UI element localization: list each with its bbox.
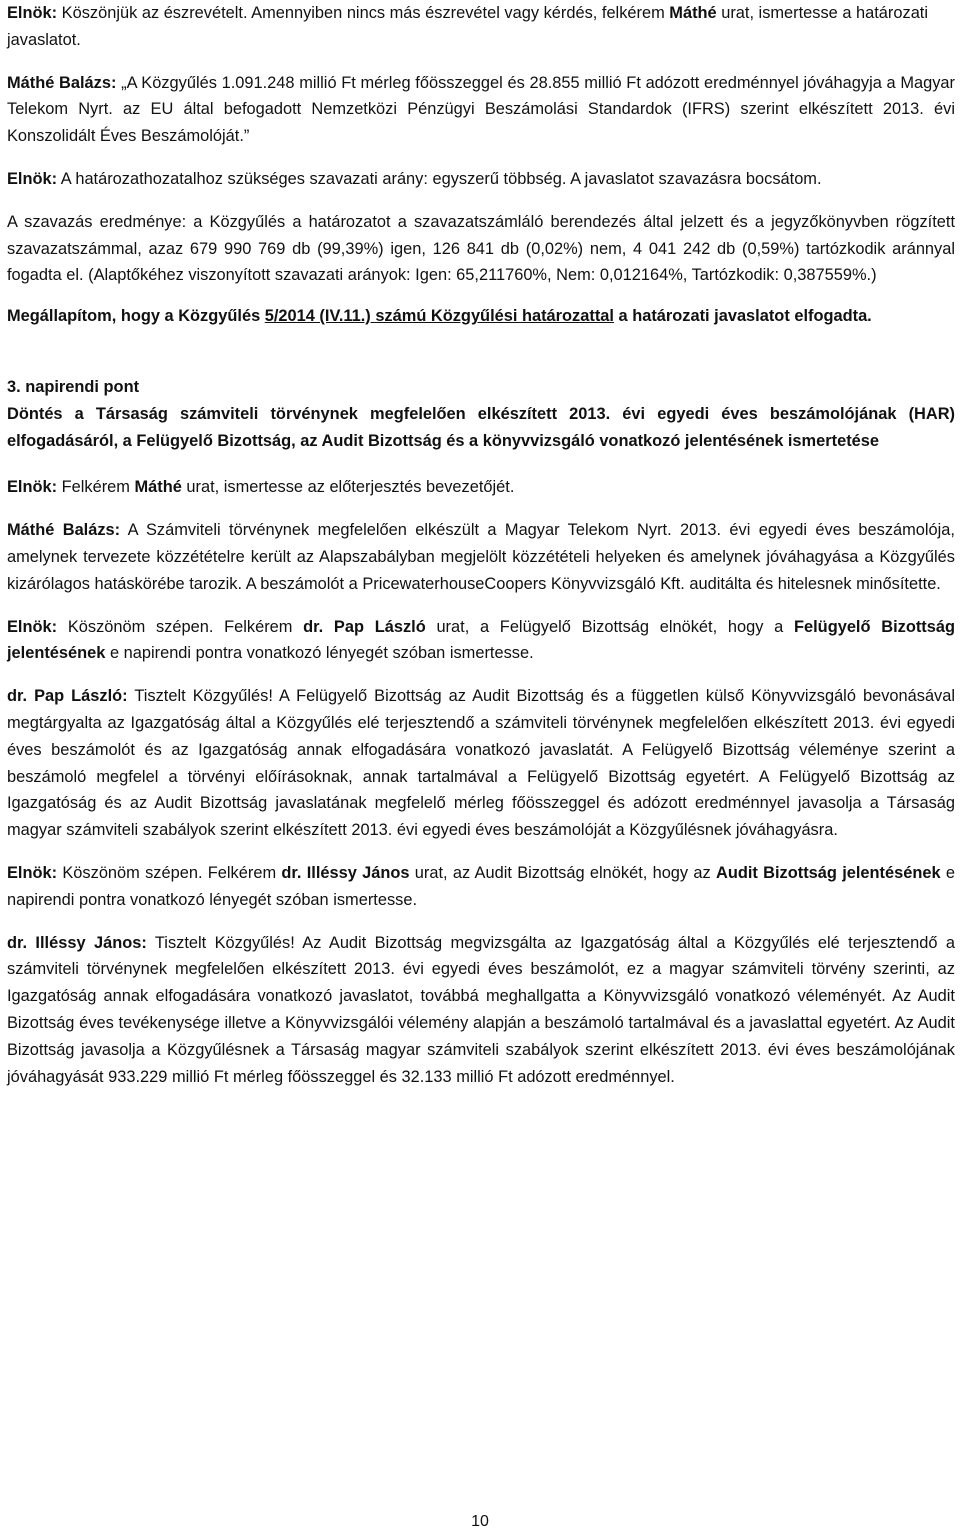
paragraph-vote-result [7,209,955,289]
person-name: dr. Pap László [303,617,426,636]
report-name: Audit Bizottság jelentésének [716,863,941,882]
paragraph-text: Felkérem [57,478,135,497]
paragraph-text: A határozathozatalhoz szükséges szavazati arány: egyszerű többség. A javaslatot szavazásra bocsátom. [57,169,822,188]
agenda-section [7,374,955,454]
agenda-item-number: 3. napirendi pont [7,377,140,396]
resolution-number: 5/2014 (IV.11.) számú Közgyűlési határozattal [264,307,614,326]
paragraph-chair-request [7,474,955,501]
speaker-label: dr. Pap László: [7,687,128,706]
page-number: 10 [471,1513,489,1530]
paragraph-pap-report [7,683,955,844]
paragraph-text: urat, ismertesse a határozati javaslatot. [7,4,929,49]
paragraph-resolution-adopted [7,303,955,330]
paragraph-resolution-proposal [7,70,955,150]
paragraph-mathe-intro [7,517,955,597]
agenda-item-title: Döntés a Társaság számviteli törvénynek megfelelően elkészített 2013. évi egyedi éves beszámolójának (HAR) elfogadásáról, a Felügyelő Bizottság, az Audit Bizottság és a könyvvizsgáló vonatkozó jelentésének ismertetése [7,404,955,450]
paragraph-chair-thanks [7,0,955,54]
speaker-label: Elnök: [7,478,58,497]
paragraph-text: Tisztelt Közgyűlés! Az Audit Bizottság megvizsgálta az Igazgatóság által a Közgyűlés elé terjesztendő a számviteli törvénynek megfelelően elkészített 2013. évi egyedi éves beszámolót, ez a magyar számviteli törvény szerinti, az Igazgatóság annak elfogadására vonatkozó javaslatot, továbbá meghallgatta a Könyvvizsgáló vonatkozó véleményét. Az Audit Bizottság éves tevékenysége illetve a Könyvvizsgálói vélemény alapján a beszámoló tartalmával és a javaslattal egyetért. Az Audit Bizottság javasolja a Közgyűlésnek a Társaság magyar számviteli szabályok szerint elkészített 2013. évi éves beszámolójának jóváhagyását 933.229 millió Ft mérleg főösszeggel és 32.133 millió Ft adózott eredménnyel. [7,933,955,1086]
paragraph-illessy-report [7,930,955,1091]
paragraph-text: urat, az Audit Bizottság elnökét, hogy az [409,863,716,882]
person-name: dr. Illéssy János [281,863,410,882]
paragraph-text: Megállapítom, hogy a Közgyűlés [7,307,265,326]
paragraph-text: A Számviteli törvénynek megfelelően elkészült a Magyar Telekom Nyrt. 2013. évi egyedi éves beszámolója, amelynek tervezete közzétételre került az Alapszabályban megjelölt közzétételi helyeken és amelynek jóváhagyása a Közgyűlés kizárólagos hatáskörébe tarozik. A beszámolót a PricewaterhouseCoopers Könyvvizsgáló Kft. auditálta és hitelesnek minősítette. [7,521,955,593]
speaker-label: Elnök: [7,169,58,188]
paragraph-chair-audit [7,860,955,914]
speaker-label: Máthé Balázs: [7,73,117,92]
paragraph-text: e napirendi pontra vonatkozó lényegét szóban ismertesse. [105,644,534,663]
paragraph-text: Köszönöm szépen. Felkérem [57,863,282,882]
speaker-label: dr. Illéssy János: [7,933,147,952]
speaker-label: Elnök: [7,863,58,882]
paragraph-text: e napirendi pontra vonatkozó lényegét szóban ismertesse. [7,863,956,909]
paragraph-text: A szavazás eredménye: a Közgyűlés a határozatot a szavazatszámláló berendezés által jelzett és a jegyzőkönyvben rögzített szavazatszámmal, azaz 679 990 769 db (99,39%) igen, 126 841 db (0,02%) nem, 4 041 242 db (0,59%) tartózkodik aránnyal fogadta el. (Alaptőkéhez viszonyított szavazati arányok: Igen: 65,211760%, Nem: 0,012164%, Tartózkodik: 0,387559%.) [7,212,955,285]
speaker-label: Elnök: [7,4,58,22]
paragraph-text: „A Közgyűlés 1.091.248 millió Ft mérleg főösszeggel és 28.855 millió Ft adózott eredménnyel jóváhagyja a Magyar Telekom Nyrt. az EU által befogadott Nemzetközi Pénzügyi Beszámolási Standardok (IFRS) szerint elkészített 2013. évi Konszolidált Éves Beszámolóját.” [7,73,955,146]
person-name: Máthé [134,478,182,497]
paragraph-majority [7,166,955,193]
paragraph-chair-supervisory [7,614,955,668]
paragraph-text: urat, a Felügyelő Bizottság elnökét, hogy a [425,617,794,636]
paragraph-text: Köszönjük az észrevételt. Amennyiben nincs más észrevétel vagy kérdés, felkérem [57,4,670,22]
paragraph-text: urat, ismertesse az előterjesztés bevezetőjét. [181,478,515,497]
paragraph-text: Tisztelt Közgyűlés! A Felügyelő Bizottság az Audit Bizottság és a független külső Könyvvizsgáló bevonásával megtárgyalta az Igazgatóság által a Közgyűlés elé terjesztendő a számviteli törvénynek megfelelően elkészített 2013. évi egyedi éves beszámolót és az Igazgatóság annak elfogadására vonatkozó javaslatát. A Felügyelő Bizottság véleménye szerint a beszámoló megfelel a törvényi előírásoknak, annak tartalmával a Felügyelő Bizottság egyetért. A Felügyelő Bizottság az Igazgatóság és az Audit Bizottság javaslatának megfelelő mérleg főösszeggel és adózott eredménnyel javasolja a Társaság magyar számviteli szabályok szerint elkészített 2013. évi egyedi éves beszámolóját a Közgyűlésnek jóváhagyásra. [7,687,956,840]
person-name: Máthé [669,4,717,22]
speaker-label: Elnök: [7,617,58,636]
paragraph-text: Köszönöm szépen. Felkérem [57,617,304,636]
report-name: Felügyelő Bizottság jelentésének [7,617,955,663]
paragraph-text: a határozati javaslatot elfogadta. [613,307,872,326]
document-page [7,0,955,1090]
speaker-label: Máthé Balázs: [7,521,121,540]
